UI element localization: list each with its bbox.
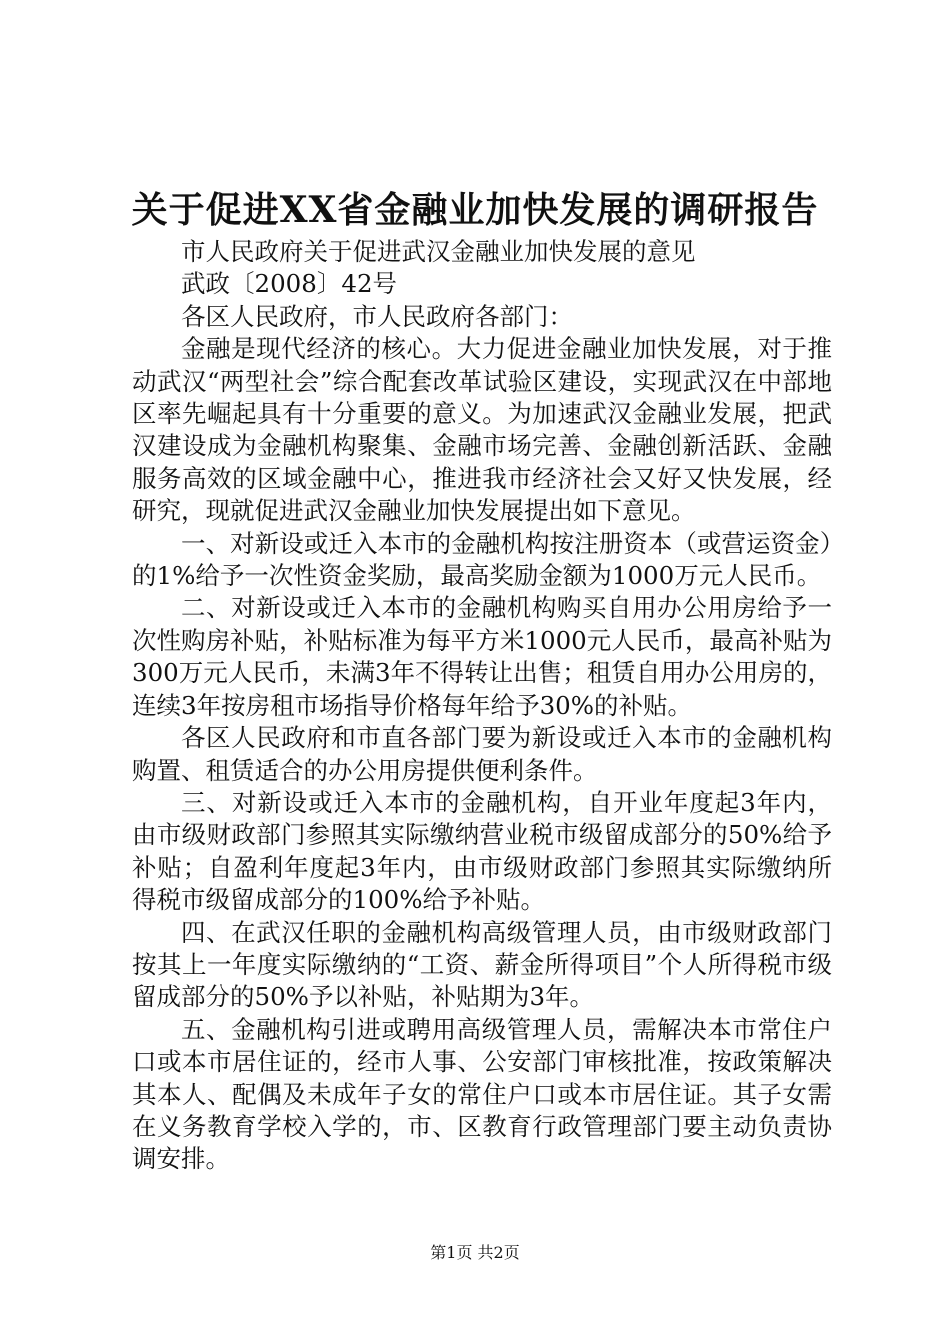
document-body <box>132 236 832 1176</box>
paragraph-document-number: 武政〔2008〕42号 <box>181 269 398 299</box>
paragraph-item-3: 三、对新设或迁入本市的金融机构，自开业年度起3年内，由市级财政部门参照其实际缴纳营业税市级留成部分的50%给予补贴；自盈利年度起3年内，由市级财政部门参照其实际缴纳所得税市级留成部分的100%给予补贴。 <box>132 787 832 915</box>
document-title: 关于促进XX省金融业加快发展的调研报告 <box>131 189 819 231</box>
paragraph-item-1: 一、对新设或迁入本市的金融机构按注册资本（或营运资金）的1%给予一次性资金奖励，最高奖励金额为1000万元人民币。 <box>132 528 832 591</box>
paragraph-addressees: 各区人民政府，市人民政府各部门： <box>181 301 573 331</box>
paragraph-opinion-heading: 市人民政府关于促进武汉金融业加快发展的意见 <box>181 237 696 266</box>
paragraph-item-2: 二、对新设或迁入本市的金融机构购买自用办公用房给予一次性购房补贴，补贴标准为每平方米1000元人民币，最高补贴为300万元人民币，未满3年不得转让出售；租赁自用办公用房的，连续3年按房租市场指导价格每年给予30%的补贴。 <box>132 593 832 720</box>
paragraph-introduction: 金融是现代经济的核心。大力促进金融业加快发展，对于推动武汉“两型社会”综合配套改革试验区建设，实现武汉在中部地区率先崛起具有十分重要的意义。为加速武汉金融业发展，把武汉建设成为金融机构聚集、金融市场完善、金融创新活跃、金融服务高效的区域金融中心，推进我市经济社会又好又快发展，经研究，现就促进武汉金融业加快发展提出如下意见。 <box>132 334 832 526</box>
paragraph-item-2-supplement: 各区人民政府和市直各部门要为新设或迁入本市的金融机构购置、租赁适合的办公用房提供便利条件。 <box>132 723 832 785</box>
page-number-footer: 第1页 共2页 <box>430 1243 520 1262</box>
paragraph-item-5: 五、金融机构引进或聘用高级管理人员，需解决本市常住户口或本市居住证的，经市人事、公安部门审核批准，按政策解决其本人、配偶及未成年子女的常住户口或本市居住证。其子女需在义务教育学校入学的，市、区教育行政管理部门要主动负责协调安排。 <box>132 1014 832 1174</box>
paragraph-item-4: 四、在武汉任职的金融机构高级管理人员，由市级财政部门按其上一年度实际缴纳的“工资、薪金所得项目”个人所得税市级留成部分的50%予以补贴，补贴期为3年。 <box>132 917 832 1012</box>
